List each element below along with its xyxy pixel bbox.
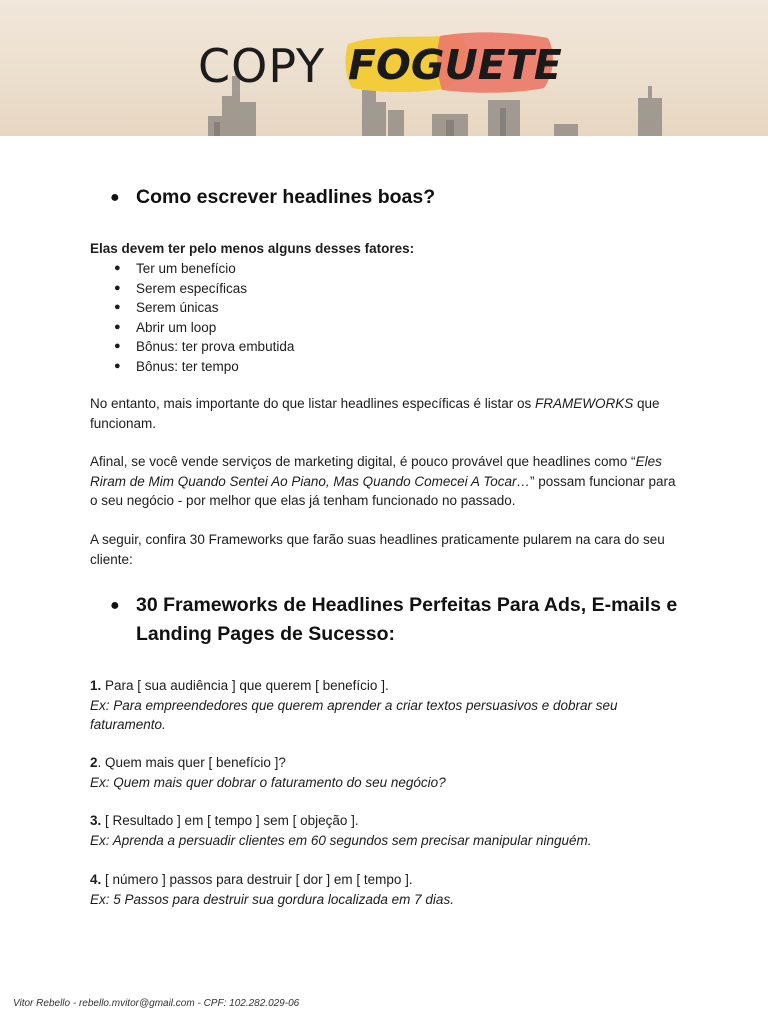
bullet-dot: ●: [110, 597, 120, 614]
framework-item: 4. [ número ] passos para destruir [ dor ] em [ tempo ]. Ex: 5 Passos para destruir sua gordura localizada em 7 dias.: [90, 870, 680, 909]
list-item: ● Serem únicas: [90, 298, 294, 318]
bullet-dot: ●: [114, 320, 121, 333]
bullet-dot: ●: [114, 359, 121, 372]
list-item: ● Bônus: ter tempo: [90, 357, 294, 377]
list-item: ● Abrir um loop: [90, 318, 294, 338]
framework-example: Ex: Para empreendedores que querem aprender a criar textos persuasivos e dobrar seu faturamento.: [90, 697, 618, 732]
paragraph-intro-list: A seguir, confira 30 Frameworks que farão suas headlines praticamente pularem na cara do seu cliente:: [90, 532, 665, 567]
paragraph-frameworks: No entanto, mais importante do que listar headlines específicas é listar os FRAMEWORKS que funcionam.: [90, 396, 660, 431]
list-item: ● Serem específicas: [90, 279, 294, 299]
factors-intro: Elas devem ter pelo menos alguns desses fatores:: [90, 241, 415, 256]
logo-foguete-text: FOGUETE: [348, 41, 562, 89]
framework-example: Ex: Aprenda a persuadir clientes em 60 segundos sem precisar manipular ninguém.: [90, 832, 592, 848]
page-footer: Vitor Rebello - rebello.mvitor@gmail.com - CPF: 102.282.029-06: [13, 998, 300, 1009]
header-banner: [0, 0, 768, 136]
logo-copy-text: COPY: [198, 39, 326, 93]
framework-example: Ex: Quem mais quer dobrar o faturamento do seu negócio?: [90, 774, 446, 790]
framework-item: 3. [ Resultado ] em [ tempo ] sem [ objeção ]. Ex: Aprenda a persuadir clientes em 60 segundos sem precisar manipular ninguém.: [90, 811, 680, 850]
bullet-dot: ●: [114, 262, 121, 274]
paragraph-example: Afinal, se você vende serviços de marketing digital, é pouco provável que headlines como “Eles Riram de Mim Quando Sentei Ao Piano, Mas Quando Comecei A Tocar…” possam funcionar para o seu negócio - por melhor que elas já tenham funcionado no passado.: [90, 454, 676, 508]
bullet-dot: ●: [114, 281, 121, 294]
list-item: ● Bônus: ter prova embutida: [90, 337, 294, 357]
bullet-dot: ●: [114, 301, 121, 314]
section-heading: 30 Frameworks de Headlines Perfeitas Para Ads, E-mails e Landing Pages de Sucesso:: [136, 594, 678, 645]
bullet-dot: ●: [114, 340, 121, 353]
factors-list: [90, 259, 294, 377]
framework-item: 2. Quem mais quer [ benefício ]? Ex: Quem mais quer dobrar o faturamento do seu negócio?: [90, 753, 680, 792]
copy-foguete-logo: [198, 28, 562, 102]
framework-example: Ex: 5 Passos para destruir sua gordura localizada em 7 dias.: [90, 891, 454, 907]
bullet-dot: ●: [110, 189, 120, 206]
list-item: ● Ter um benefício: [90, 259, 294, 279]
section-heading: Como escrever headlines boas?: [136, 186, 436, 208]
framework-item: 1. Para [ sua audiência ] que querem [ benefício ]. Ex: Para empreendedores que querem aprender a criar textos persuasivos e dobrar seu faturamento.: [90, 676, 680, 735]
